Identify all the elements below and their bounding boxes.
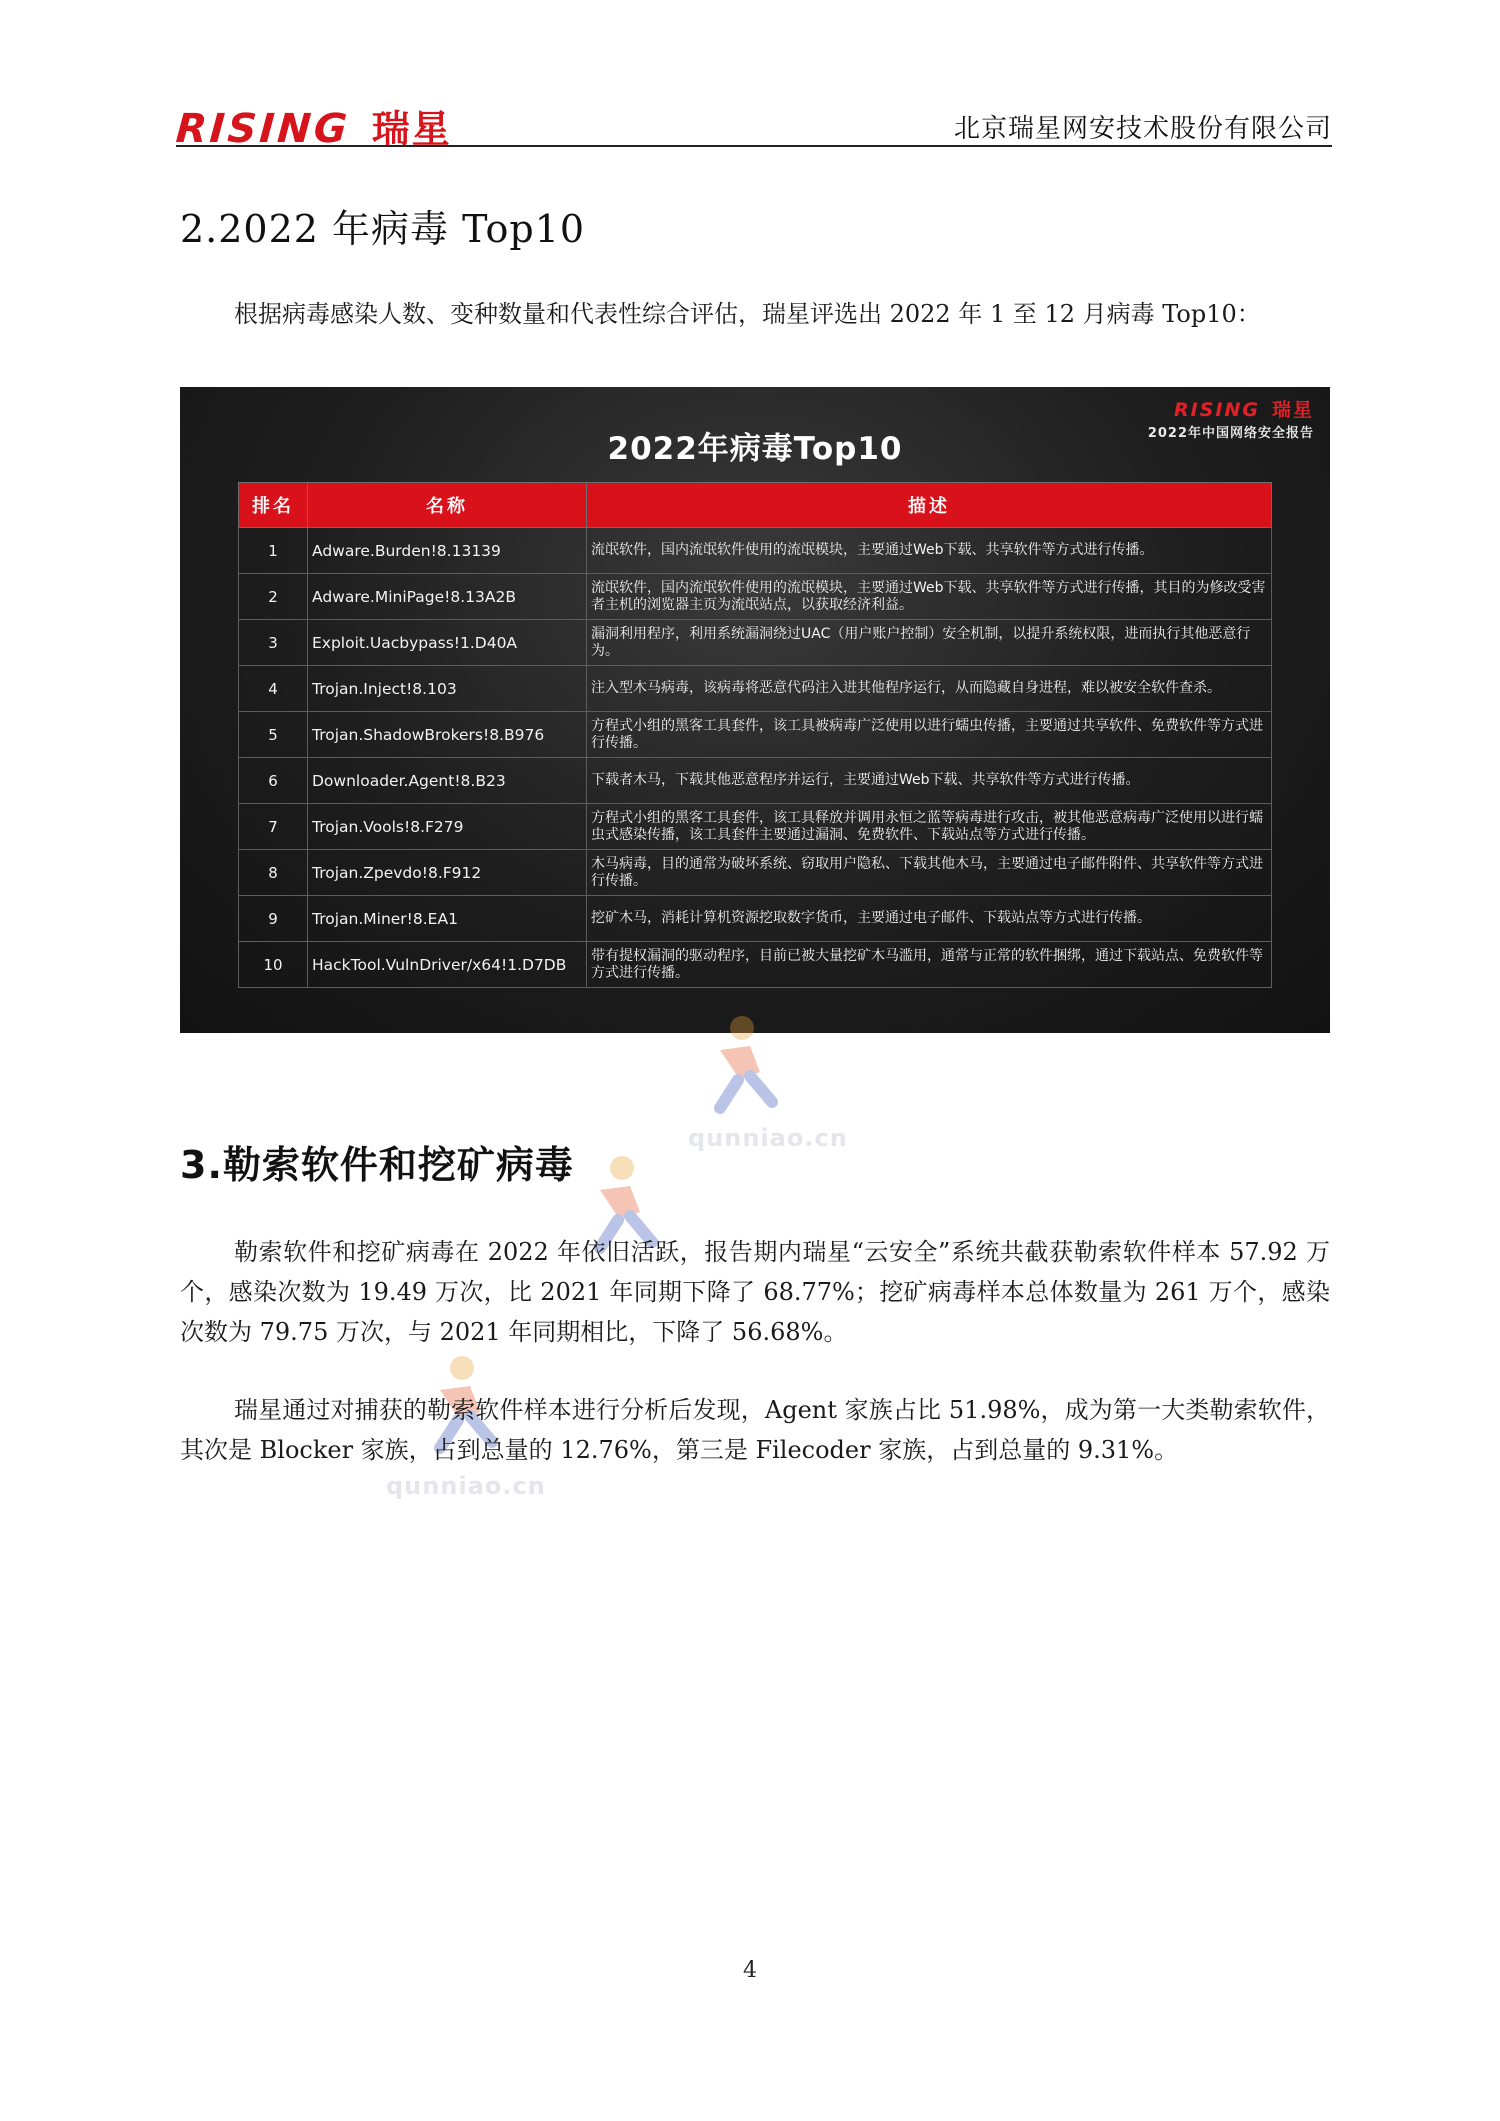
- section-3-paragraph-2: 瑞星通过对捕获的勒索软件样本进行分析后发现，Agent 家族占比 51.98%，成为第一大类勒索软件，其次是 Blocker 家族，占到总量的 12.76%，第三是 Filecoder 家族，占到总量的 9.31%。: [180, 1396, 1330, 1464]
- top10-table: [238, 482, 1272, 988]
- rank-cell: 7: [239, 804, 308, 850]
- virus-name-cell: HackTool.VulnDriver/x64!1.D7DB: [308, 942, 587, 988]
- virus-name-cell: Exploit.Uacbypass!1.D40A: [308, 620, 587, 666]
- rank-cell: 1: [239, 528, 308, 574]
- table-row: [239, 666, 1272, 712]
- figure-title: 2022年病毒Top10: [607, 431, 903, 467]
- table-row: [239, 620, 1272, 666]
- description-cell: 下载者木马，下载其他恶意程序并运行，主要通过Web下载、共享软件等方式进行传播。: [587, 758, 1272, 804]
- virus-name-cell: Trojan.Inject!8.103: [308, 666, 587, 712]
- description-cell: 挖矿木马，消耗计算机资源挖取数字货币，主要通过电子邮件、下载站点等方式进行传播。: [587, 896, 1272, 942]
- watermark-text: qunniao.cn: [688, 1124, 848, 1152]
- section-2-intro: 根据病毒感染人数、变种数量和代表性综合评估，瑞星评选出 2022 年 1 至 12 月病毒 Top10：: [234, 300, 1261, 328]
- logo-chinese: 瑞星: [371, 107, 452, 151]
- watermark-runner-icon: [680, 1010, 790, 1120]
- figure-logo: [1174, 395, 1314, 422]
- rank-cell: 6: [239, 758, 308, 804]
- header-divider: [176, 145, 1332, 147]
- figure-logo-english: RISING: [1174, 399, 1260, 421]
- table-row: [239, 758, 1272, 804]
- figure-logo-chinese: 瑞星: [1271, 399, 1314, 421]
- virus-name-cell: Trojan.Vools!8.F279: [308, 804, 587, 850]
- column-header-desc: 描述: [587, 483, 1272, 528]
- table-row: [239, 896, 1272, 942]
- description-cell: 注入型木马病毒，该病毒将恶意代码注入进其他程序运行，从而隐藏自身进程，难以被安全软件查杀。: [587, 666, 1272, 712]
- description-cell: 带有提权漏洞的驱动程序，目前已被大量挖矿木马滥用，通常与正常的软件捆绑，通过下载站点、免费软件等方式进行传播。: [587, 942, 1272, 988]
- section-2-heading: 2.2022 年病毒 Top10: [180, 207, 586, 251]
- description-cell: 漏洞利用程序，利用系统漏洞绕过UAC（用户账户控制）安全机制，以提升系统权限，进而执行其他恶意行为。: [587, 620, 1272, 666]
- rank-cell: 10: [239, 942, 308, 988]
- rank-cell: 8: [239, 850, 308, 896]
- company-name: 北京瑞星网安技术股份有限公司: [953, 114, 1332, 144]
- table-row: [239, 850, 1272, 896]
- virus-name-cell: Trojan.ShadowBrokers!8.B976: [308, 712, 587, 758]
- virus-name-cell: Trojan.Miner!8.EA1: [308, 896, 587, 942]
- table-header-row: [239, 483, 1272, 528]
- table-row: [239, 712, 1272, 758]
- page-number: 4: [743, 1958, 757, 1983]
- top10-figure: [180, 387, 1330, 1033]
- rising-logo: [176, 104, 452, 150]
- description-cell: 方程式小组的黑客工具套件，该工具被病毒广泛使用以进行蠕虫传播，主要通过共享软件、免费软件等方式进行传播。: [587, 712, 1272, 758]
- description-cell: 木马病毒，目的通常为破坏系统、窃取用户隐私、下载其他木马，主要通过电子邮件附件、共享软件等方式进行传播。: [587, 850, 1272, 896]
- virus-name-cell: Adware.MiniPage!8.13A2B: [308, 574, 587, 620]
- section-3-paragraph-1: 勒索软件和挖矿病毒在 2022 年依旧活跃，报告期内瑞星“云安全”系统共截获勒索软件样本 57.92 万个，感染次数为 19.49 万次，比 2021 年同期下降了 68.77%；挖矿病毒样本总体数量为 261 万个，感染次数为 79.75 万次，与 2021 年同期相比，下降了 56.68%。: [180, 1238, 1330, 1346]
- description-cell: 流氓软件，国内流氓软件使用的流氓模块，主要通过Web下载、共享软件等方式进行传播。: [587, 528, 1272, 574]
- column-header-rank: 排名: [239, 483, 308, 528]
- description-cell: 流氓软件，国内流氓软件使用的流氓模块，主要通过Web下载、共享软件等方式进行传播，其目的为修改受害者主机的浏览器主页为流氓站点，以获取经济利益。: [587, 574, 1272, 620]
- virus-name-cell: Downloader.Agent!8.B23: [308, 758, 587, 804]
- rank-cell: 2: [239, 574, 308, 620]
- logo-english: RISING: [174, 106, 352, 152]
- watermark-text: qunniao.cn: [386, 1472, 546, 1500]
- table-row: [239, 574, 1272, 620]
- figure-subtitle: 2022年中国网络安全报告: [1147, 426, 1314, 441]
- table-row: [239, 942, 1272, 988]
- virus-name-cell: Adware.Burden!8.13139: [308, 528, 587, 574]
- section-3-heading: 3.勒索软件和挖矿病毒: [180, 1143, 574, 1187]
- virus-name-cell: Trojan.Zpevdo!8.F912: [308, 850, 587, 896]
- description-cell: 方程式小组的黑客工具套件，该工具释放并调用永恒之蓝等病毒进行攻击，被其他恶意病毒广泛使用以进行蠕虫式感染传播，该工具套件主要通过漏洞、免费软件、下载站点等方式进行传播。: [587, 804, 1272, 850]
- table-row: [239, 804, 1272, 850]
- column-header-name: 名称: [308, 483, 587, 528]
- rank-cell: 5: [239, 712, 308, 758]
- table-row: [239, 528, 1272, 574]
- rank-cell: 4: [239, 666, 308, 712]
- rank-cell: 9: [239, 896, 308, 942]
- rank-cell: 3: [239, 620, 308, 666]
